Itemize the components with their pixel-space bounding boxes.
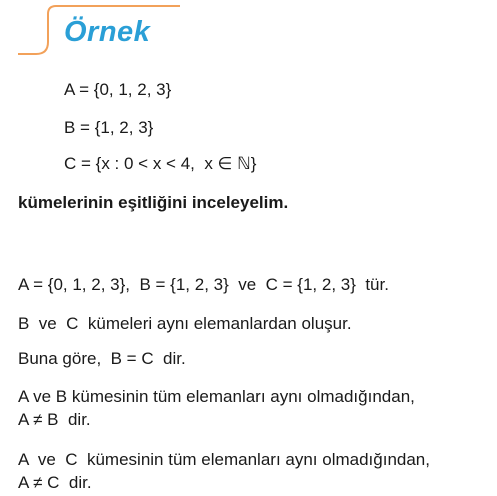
solution-line-4a: A ve B kümesinin tüm elemanları aynı olmadığından,: [18, 387, 415, 406]
solution-line-5a: A ve C kümesinin tüm elemanları aynı olmadığından,: [18, 450, 430, 469]
set-b-definition: B = {1, 2, 3}: [64, 118, 154, 137]
solution-line-5b: A ≠ C dir.: [18, 473, 92, 492]
solution-line-4b: A ≠ B dir.: [18, 410, 91, 429]
solution-line-3: Buna göre, B = C dir.: [18, 349, 186, 368]
example-title: Örnek: [64, 16, 151, 48]
set-c-definition: C = {x : 0 < x < 4, x ∈ ℕ}: [64, 154, 257, 173]
example-header: [0, 0, 497, 62]
set-a-definition: A = {0, 1, 2, 3}: [64, 80, 172, 99]
solution-line-2: B ve C kümeleri aynı elemanlardan oluşur.: [18, 314, 352, 333]
solution-line-1: A = {0, 1, 2, 3}, B = {1, 2, 3} ve C = {1, 2, 3} tür.: [18, 275, 389, 294]
question-prompt: kümelerinin eşitliğini inceleyelim.: [18, 193, 289, 212]
